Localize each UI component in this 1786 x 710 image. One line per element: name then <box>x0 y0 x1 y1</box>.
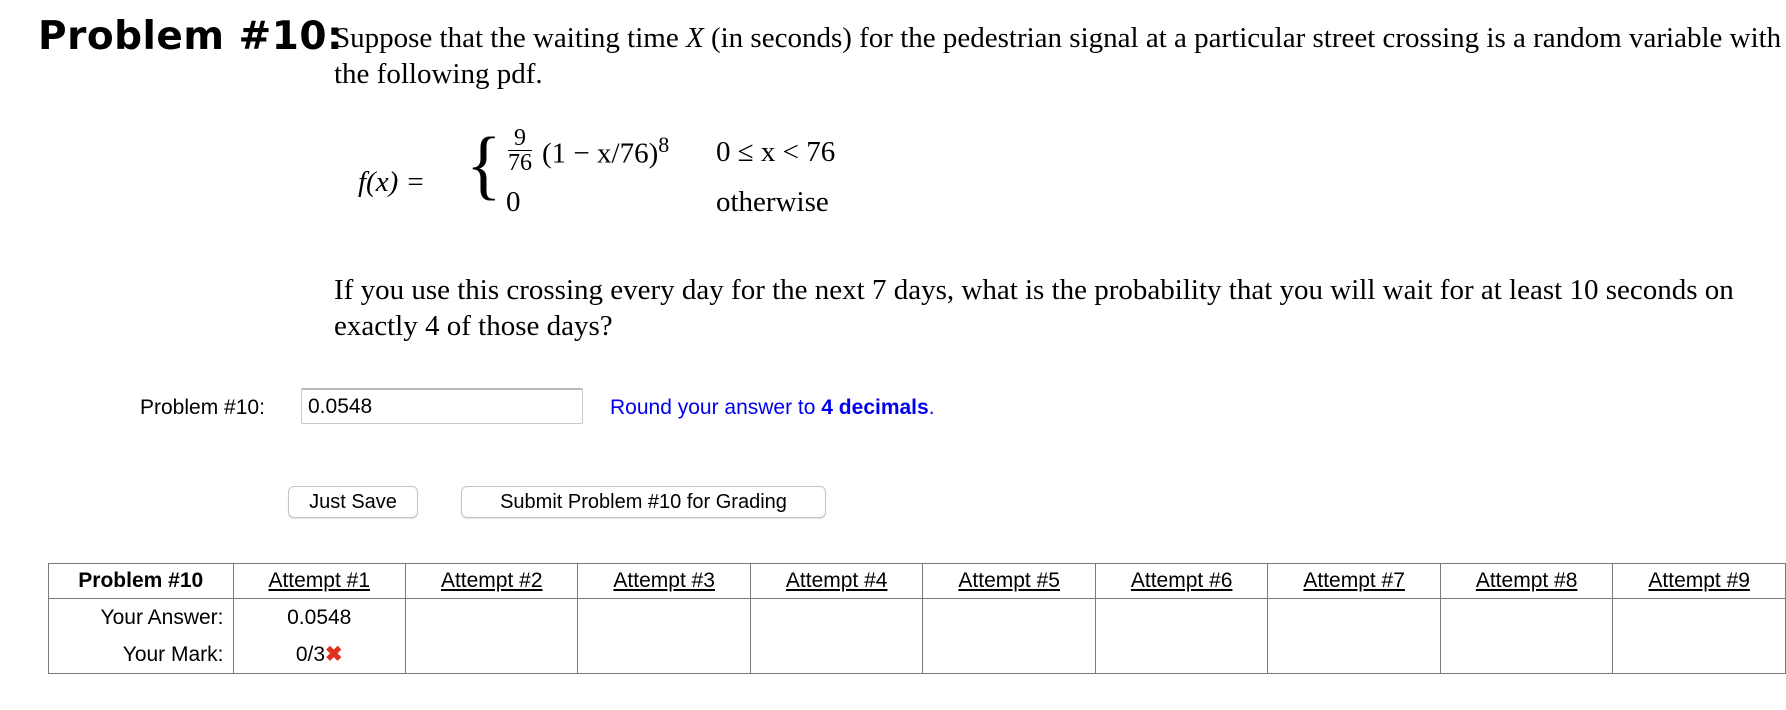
your-answer-label: Your Answer: <box>49 599 234 637</box>
pdf-zero-case: 0 <box>506 186 521 218</box>
answer-cell: 0.0548 <box>233 599 405 637</box>
attempts-table-title: Problem #10 <box>49 564 234 599</box>
problem-title: Problem #10: <box>38 14 344 59</box>
rounding-hint: Round your answer to 4 decimals. <box>610 396 935 419</box>
problem-statement <box>334 20 1784 92</box>
attempt-link-6[interactable]: Attempt #6 <box>1095 564 1267 599</box>
problem-question: If you use this crossing every day for the next 7 days, what is the probability that you will wait for at least 10 seconds on exactly 4 of those days? <box>334 274 1734 342</box>
answer-cell <box>923 599 1095 637</box>
attempt-link-4[interactable]: Attempt #4 <box>750 564 922 599</box>
mark-cell <box>405 636 577 674</box>
attempt-link-2[interactable]: Attempt #2 <box>405 564 577 599</box>
your-mark-label: Your Mark: <box>49 636 234 674</box>
mark-cell <box>578 636 750 674</box>
mark-cell <box>233 636 405 674</box>
pdf-expression: $(1 - x/76)^8$ <box>542 132 670 170</box>
answer-input[interactable] <box>301 388 583 424</box>
mark-value: 0/3 <box>295 643 326 666</box>
statement-variable: X <box>685 22 704 54</box>
submit-grading-button[interactable]: Submit Problem #10 for Grading <box>461 486 826 518</box>
answer-cell <box>578 599 750 637</box>
pdf-exponent: 8 <box>658 132 670 157</box>
answer-label: Problem #10: <box>140 396 265 419</box>
mark-cell <box>750 636 922 674</box>
pdf-formula <box>356 120 916 230</box>
pdf-fraction-numerator: 9 <box>508 126 532 151</box>
attempts-table <box>48 563 1786 674</box>
answer-cell <box>1440 599 1612 637</box>
pdf-fraction <box>508 126 532 175</box>
pdf-fraction-denominator: 76 <box>508 150 532 176</box>
answer-cell <box>1613 599 1786 637</box>
your-mark-row <box>49 636 1786 674</box>
rounding-hint-emphasis: 4 decimals <box>821 396 929 419</box>
attempt-link-7[interactable]: Attempt #7 <box>1268 564 1440 599</box>
mark-cell <box>1440 636 1612 674</box>
answer-cell <box>405 599 577 637</box>
answer-cell <box>1095 599 1267 637</box>
wrong-x-icon: ✖ <box>325 643 343 666</box>
pdf-brace: { <box>466 121 502 209</box>
pdf-condition-range: 0 ≤ x < 76 <box>716 136 836 168</box>
attempt-link-9[interactable]: Attempt #9 <box>1613 564 1786 599</box>
attempt-link-1[interactable]: Attempt #1 <box>233 564 405 599</box>
statement-text-1: Suppose that the waiting time <box>334 22 686 54</box>
answer-cell <box>1268 599 1440 637</box>
attempt-link-5[interactable]: Attempt #5 <box>923 564 1095 599</box>
mark-cell <box>1095 636 1267 674</box>
statement-text-2: (in seconds) for the pedestrian signal at a particular street crossing is a random variable with the following pdf. <box>334 22 1782 90</box>
mark-cell <box>923 636 1095 674</box>
pdf-lhs: f(x) = <box>358 166 426 198</box>
mark-cell <box>1613 636 1786 674</box>
attempt-link-8[interactable]: Attempt #8 <box>1440 564 1612 599</box>
answer-cell <box>750 599 922 637</box>
attempt-link-3[interactable]: Attempt #3 <box>578 564 750 599</box>
your-answer-row <box>49 599 1786 637</box>
just-save-button[interactable]: Just Save <box>288 486 418 518</box>
attempts-header-row <box>49 564 1786 599</box>
pdf-condition-otherwise: otherwise <box>716 186 829 218</box>
mark-cell <box>1268 636 1440 674</box>
